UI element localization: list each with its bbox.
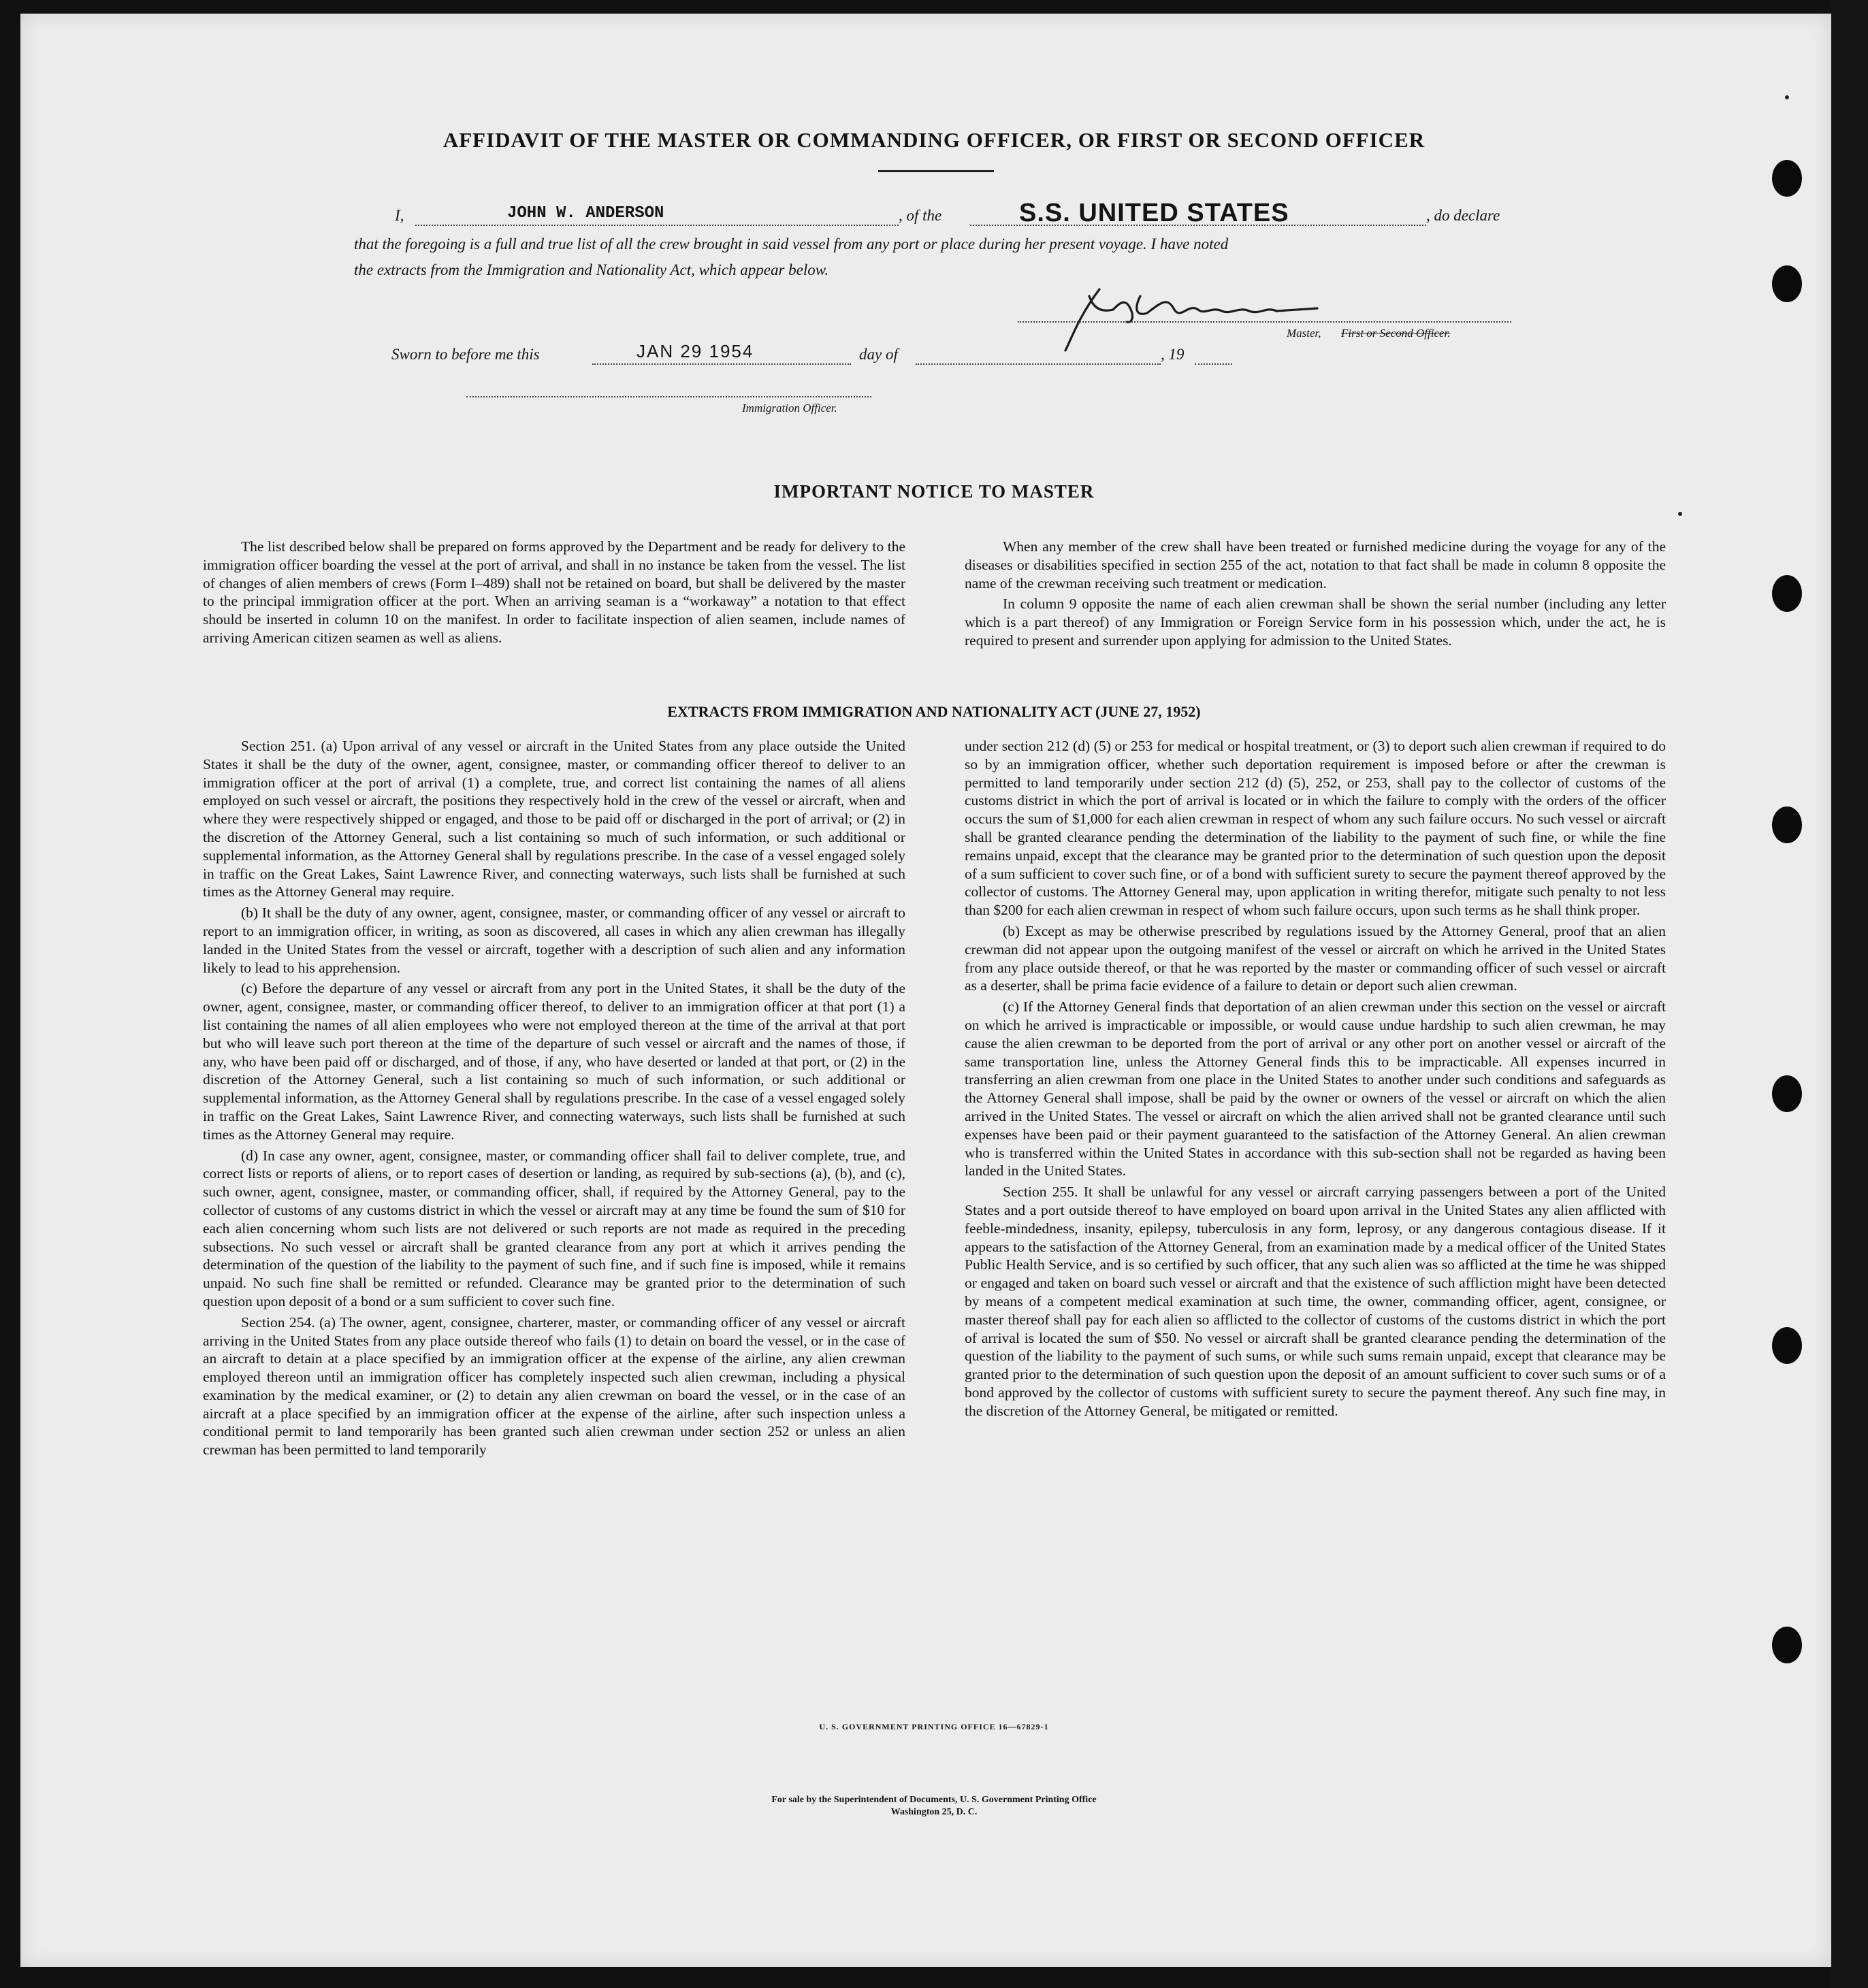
immigration-officer-line [466, 396, 871, 397]
declaration-line-2: the extracts from the Immigration and Nationality Act, which appear below. [354, 261, 829, 278]
section-255: Section 255. It shall be unlawful for any vessel or aircraft carrying passengers between a port of the United States and a port outside thereof to have employed on board upon arrival in the United States any alien afflicted with feeble-mindedness, insanity, epilepsy, tuberculosis in any form, leprosy, or any dangerous contagious disease. If it appears to the satisfaction of the Attorney General, from an examination made by a medical officer of the United States Public Health Service, and is so certified by such officer, that any such alien was so afflicted at the time he was shipped or engaged and taken on board such vessel or aircraft and that the existence of such affliction might have been detected by means of a competent medical examination at such time, the owner, commanding officer, agent, consignee, or master thereof shall pay for each alien so afflicted to the collector of customs of the customs district in which the port of arrival is located the sum of $50. No vessel or aircraft shall be granted clearance pending the determination of the question of the liability to the payment of such sums, or while such sums remain unpaid, except that clearance may be granted prior to the determination of such question upon the deposit of an amount sufficient to cover such sums or of a bond approved by the collector of customs with sufficient surety to secure the payment thereof. Any such fine may, in the discretion of the Attorney General, be mitigated or remitted. [965, 1184, 1666, 1419]
sworn-date-stamp: JAN 29 1954 [637, 341, 754, 361]
punch-hole [1772, 160, 1802, 197]
extracts-right-column [965, 737, 1666, 1422]
immigration-officer-caption: Immigration Officer. [742, 402, 837, 414]
notice-right-paragraph: In column 9 opposite the name of each alien crewman shall be shown the serial number (including any letter which is a part thereof) of any Immigration or Foreign Service form in his possession which, under the act, he is required to present and surrender upon applying for admission to the United States. [965, 596, 1666, 649]
section-254a: Section 254. (a) The owner, agent, consignee, charterer, master, or commanding officer of any vessel or aircraft arriving in the United States from any place outside thereof who fails (1) to detain on board the vessel, or in the case of an aircraft to detain at a place specified by an immigration officer at the expense of the airline, any alien crewman employed thereon until an immigration officer has completely inspected such alien crewman, including a physical examination by the medical examiner, or (2) to detain any alien crewman on board the vessel, or in the case of an aircraft at a place specified by an immigration officer at the expense of the airline, after such inspection unless a conditional permit to land temporarily has been granted such alien crewman under section 252 or unless an alien crewman has been permitted to land temporarily [203, 1314, 905, 1459]
ink-speck [1678, 512, 1682, 516]
notice-right-column [965, 538, 1666, 653]
year-line [1195, 363, 1232, 365]
extracts-heading: EXTRACTS FROM IMMIGRATION AND NATIONALITY ACT (JUNE 27, 1952) [667, 703, 1201, 720]
section-254b: (b) Except as may be otherwise prescribed by regulations issued by the Attorney General, proof that an alien crewman did not appear upon the outgoing manifest of the vessel or aircraft on which he arrived in the United States from any place outside thereof, or that he was reported by the master or commanding officer of such vessel or aircraft as a deserter, shall be prima facie evidence of a failure to detain or deport such alien crewman. [965, 922, 1666, 994]
section-251c: (c) Before the departure of any vessel or aircraft from any port in the United States, it shall be the duty of the owner, agent, consignee, master, or commanding officer thereof, to deliver to an immigration officer at that port (1) a list containing the names of all alien employees who were not employed thereon at the time of the arrival at that port but who will leave such port thereon at the time of the departure of such vessel or aircraft and the names of those, if any, who have been paid off or discharged, and of those, if any, who have deserted or landed at that port, or (2) in the discretion of the Attorney General, such a list containing so much of such information, or such additional or supplemental information, as the Attorney General shall by regulations prescribe. In the case of a vessel engaged solely in traffic on the Great Lakes, Saint Lawrence River, and connecting waterways, such lists shall be furnished at such times as the Attorney General may require. [203, 980, 905, 1143]
sale-line-2: Washington 25, D. C. [890, 1807, 978, 1817]
punch-hole [1772, 1075, 1802, 1112]
affidavit-title: AFFIDAVIT OF THE MASTER OR COMMANDING OFFICER, OR FIRST OR SECOND OFFICER [442, 128, 1426, 152]
declaration-line-1: that the foregoing is a full and true list of all the crew brought in said vessel from any port or place during her present voyage. I have noted [354, 235, 1229, 252]
ink-speck [1785, 95, 1789, 99]
notice-heading: IMPORTANT NOTICE TO MASTER [773, 481, 1095, 502]
month-line [916, 363, 1161, 365]
label-of-the: , of the [899, 207, 942, 224]
vessel-name: S.S. UNITED STATES [1019, 199, 1289, 227]
punch-hole [1772, 1627, 1802, 1663]
declarant-name: JOHN W. ANDERSON [507, 204, 664, 223]
section-254c: (c) If the Attorney General finds that deportation of an alien crewman under this section on the vessel or aircraft on which he arrived is impracticable or impossible, or would cause undue hardship to such alien crewman, he may cause the alien crewman to be deported from the port of arrival or any other port on another vessel or aircraft of the same transportation line, unless the Attorney General finds this to be impracticable. All expenses incurred in transferring an alien crewman from one place in the United States to another under such conditions and safeguards as the Attorney General shall impose, shall be paid by the owner or owners of the vessel or aircraft on which the alien arrived in the United States. The vessel or aircraft on which the alien arrived shall not be granted clearance until such expenses have been paid or their payment guaranteed to the satisfaction of the Attorney General. An alien crewman who is transferred within the United States in accordance with this sub-section shall not be regarded as having been landed in the United States. [965, 998, 1666, 1179]
name-field-line [415, 225, 899, 226]
signature-line [1018, 321, 1511, 323]
label-i: I, [395, 207, 404, 224]
notice-left-column [203, 538, 905, 650]
section-254a-continued: under section 212 (d) (5) or 253 for medical or hospital treatment, or (3) to deport such alien crewman if required to do so by an immigration officer, whether such deportation requirement is imposed before or after the crewman is permitted to land temporarily under section 212 (d) (5), 252, or 253, shall pay to the collector of customs of the customs district in which the port of arrival is located or in which the failure to comply with the orders of the officer occurs the sum of $1,000 for each alien crewman in respect of whom any such failure occurs. No such vessel or aircraft shall be granted clearance pending the determination of the liability to the payment of such fine, or while the fine remains unpaid, except that the clearance may be granted prior to the determination of such question upon the deposit of a sum sufficient to cover such fine, or of a bond with sufficient surety to secure the payment thereof approved by the collector of customs. The Attorney General may, upon application in writing therefor, mitigate such penalty to not less than $200 for each alien crewman in respect of whom such failure occurs, upon such terms as he shall think proper. [965, 738, 1666, 919]
day-of-label: day of [859, 346, 898, 363]
extracts-left-column [203, 737, 905, 1462]
punch-hole [1772, 1327, 1802, 1364]
page-edge-shadow [1831, 0, 1868, 1988]
section-251a: Section 251. (a) Upon arrival of any vessel or aircraft in the United States from any place outside the United States it shall be the duty of the owner, agent, consignee, master, or commanding officer thereof to deliver to an immigration officer at the port of arrival (1) a complete, true, and correct list containing the names of all aliens employed on such vessel or aircraft, the positions they respectively hold in the crew of the vessel or aircraft, when and where they were respectively shipped or engaged, and those to be paid off or discharged in the port of arrival; or (2) in the discretion of the Attorney General, such a list containing so much of such information, or such additional or supplemental information, as the Attorney General shall by regulations prescribe. In the case of a vessel engaged solely in traffic on the Great Lakes, Saint Lawrence River, and connecting waterways, such lists shall be furnished at such times as the Attorney General may require. [203, 738, 905, 900]
punch-hole [1772, 806, 1802, 843]
label-do-declare: , do declare [1426, 207, 1500, 224]
printing-office-line: U. S. GOVERNMENT PRINTING OFFICE 16—67829-1 [819, 1722, 1049, 1731]
master-title: Master, [1287, 327, 1321, 340]
section-251b: (b) It shall be the duty of any owner, agent, consignee, master, or commanding officer of any vessel or aircraft to report to an immigration officer, in writing, as soon as discovered, all cases in which any alien crewman has illegally landed in the United States from the vessel or aircraft, together with a description of such alien and any information likely to lead to his apprehension. [203, 905, 905, 976]
sworn-label: Sworn to before me this [391, 346, 540, 363]
notice-right-paragraph: When any member of the crew shall have been treated or furnished medicine during the voyage for any of the diseases or disabilities specified in section 255 of the act, notation to that fact shall be made in column 8 opposite the name of the crewman receiving such treatment or medication. [965, 538, 1666, 591]
sale-line-1: For sale by the Superintendent of Documents, U. S. Government Printing Office [771, 1795, 1097, 1805]
notice-left-paragraph: The list described below shall be prepared on forms approved by the Department and be ready for delivery to the immigration officer boarding the vessel at the port of arrival, and shall in no instance be taken from the vessel. The list of changes of alien members of crews (Form I–489) shall not be retained on board, but shall be delivered by the master to the principal immigration officer at the port. When an arriving seaman is a “workaway” a notation to that effect should be inserted in column 10 on the manifest. In order to facilitate inspection of alien seamen, include names of arriving American citizen seamen as well as aliens. [203, 538, 905, 646]
punch-hole [1772, 575, 1802, 612]
struck-officer-title: First or Second Officer. [1341, 327, 1451, 340]
year-prefix: , 19 [1161, 346, 1185, 363]
sworn-date-line [592, 363, 851, 365]
section-251d: (d) In case any owner, agent, consignee, master, or commanding officer shall fail to deliver complete, true, and correct lists or reports of aliens, or to report cases of desertion or landing, as required by sub-sections (a), (b), and (c), such owner, agent, consignee, master, or commanding officer, shall, if required by the Attorney General, pay to the collector of customs of any customs district in which the vessel or aircraft may at any time be found the sum of $10 for each alien concerning whom such lists are not delivered or such reports are not made as required in the preceding subsections. No such vessel or aircraft shall be granted clearance from any port at which it arrives pending the determination of the question of the liability to the payment of such fine, and if such fine is imposed, while it remains unpaid. No such fine shall be remitted or refunded. Clearance may be granted prior to the determination of such question upon deposit of a bond or a sum sufficient to cover such fine. [203, 1147, 905, 1309]
punch-hole [1772, 265, 1802, 302]
title-underline [878, 170, 994, 172]
master-signature [1052, 276, 1365, 357]
